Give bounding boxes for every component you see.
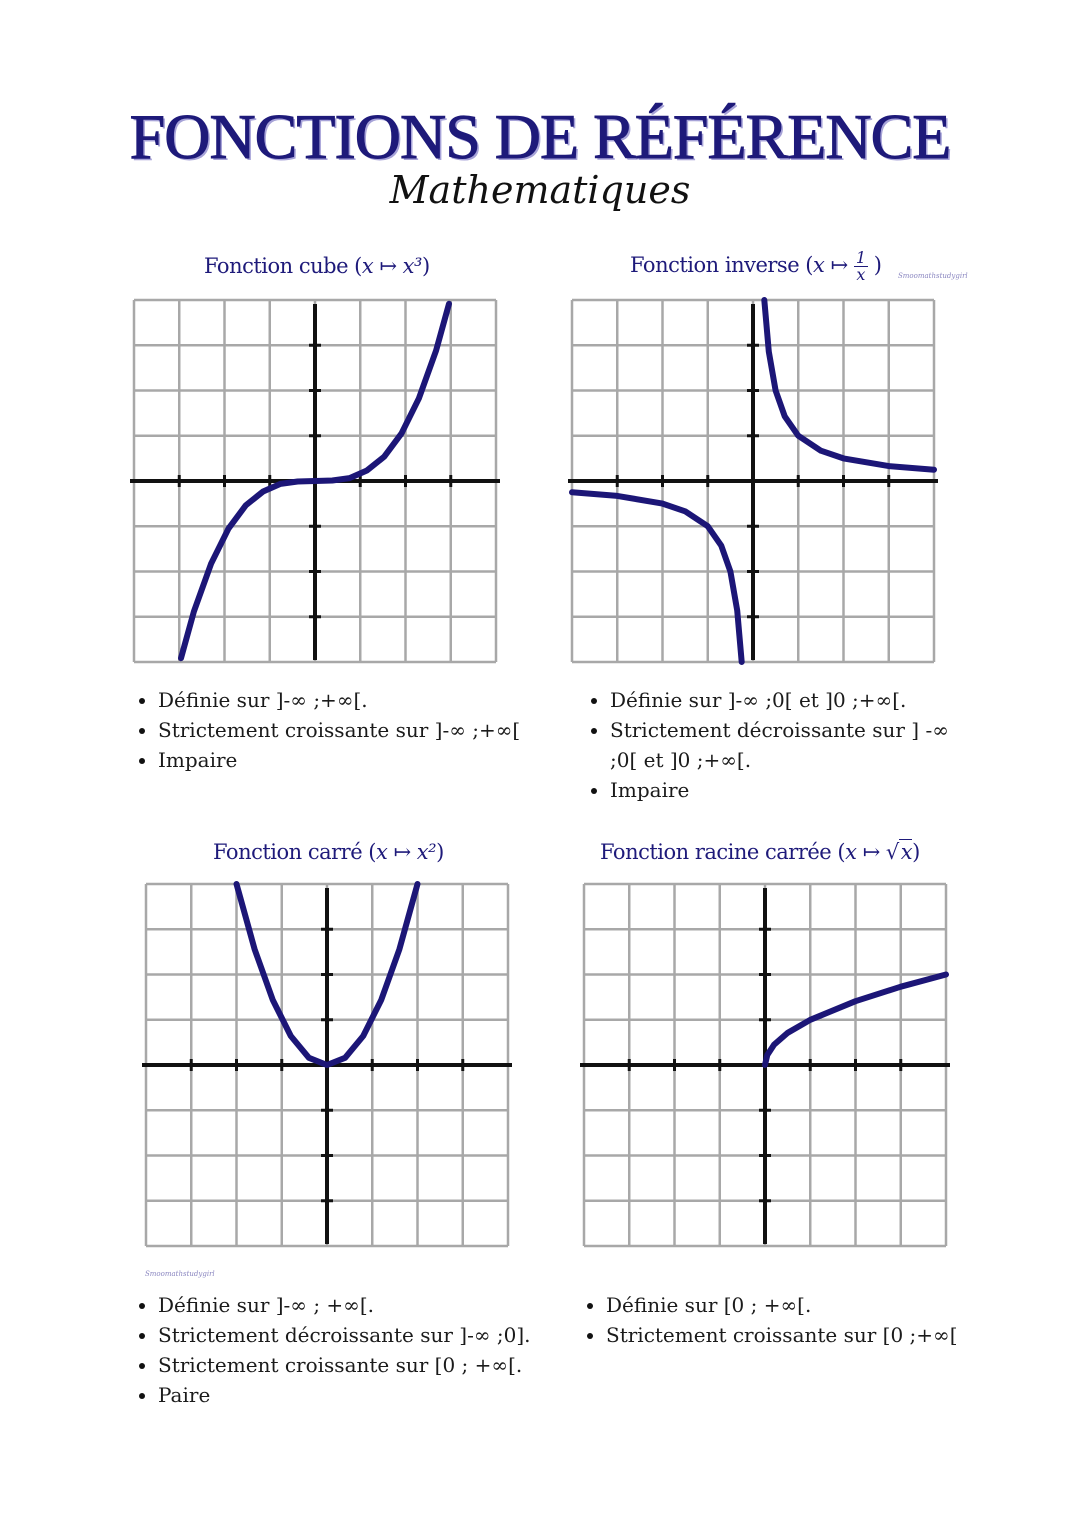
curve-x0 [764,300,934,470]
racine-prop-1: • Définie sur [0 ; +∞[. [606,1290,1006,1320]
carre-prop-4: • Paire [158,1380,578,1410]
racine-graph [580,880,950,1250]
carre-title-suffix: ) [436,840,444,864]
signature-top: Smoomathstudygirl [898,272,968,280]
racine-radicand: x [900,840,913,864]
racine-title-math-wrap [845,839,912,864]
carre-graph [142,880,512,1250]
signature-bottom: Smoomathstudygirl [145,1270,215,1278]
inverse-title-prefix: Fonction inverse ( [630,253,813,277]
cube-title-suffix: ) [421,254,430,278]
cube-title-prefix: Fonction cube ( [204,254,362,278]
carre-properties [132,1290,578,1410]
carre-prop-2: • Strictement décroissante sur ]-∞ ;0]. [158,1320,578,1350]
carre-title [213,840,444,864]
racine-title-math: x ↦ √ [845,840,899,864]
fraction-denominator: x [856,265,865,284]
inverse-title-suffix: ) [873,253,882,277]
carre-title-prefix: Fonction carré ( [213,840,377,864]
page-subtitle: Mathematiques [389,168,691,212]
racine-properties [580,1290,1006,1350]
inverse-fraction [854,250,868,283]
racine-title-prefix: Fonction racine carrée ( [600,840,846,864]
carre-prop-3: • Strictement croissante sur [0 ; +∞[. [158,1350,578,1380]
racine-title-suffix: ) [912,840,920,864]
inverse-graph [568,296,938,666]
cube-properties [132,685,578,775]
carre-prop-1: • Définie sur ]-∞ ; +∞[. [158,1290,578,1320]
racine-title [600,840,920,864]
inverse-prop-1: • Définie sur ]-∞ ;0[ et ]0 ;+∞[. [610,685,950,715]
curve-x0 [572,492,742,662]
cube-title [204,254,430,278]
inverse-title-math: x ↦ [813,253,848,277]
cube-prop-3: • Impaire [158,745,578,775]
inverse-prop-2: • Strictement décroissante sur ] -∞ ;0[ et ]0 ;+∞[. [610,715,950,775]
cube-graph [130,296,500,666]
inverse-properties [584,685,950,805]
racine-prop-2: • Strictement croissante sur [0 ;+∞[ [606,1320,1006,1350]
cube-title-math: x ↦ x³ [361,254,422,278]
fraction-numerator: 1 [855,248,866,267]
inverse-title [630,250,881,283]
page-title: FONCTIONS DE RÉFÉRENCE [129,101,951,172]
cube-prop-1: • Définie sur ]-∞ ;+∞[. [158,685,578,715]
inverse-prop-3: • Impaire [610,775,950,805]
cube-prop-2: • Strictement croissante sur ]-∞ ;+∞[ [158,715,578,745]
carre-title-math: x ↦ x² [376,840,437,864]
